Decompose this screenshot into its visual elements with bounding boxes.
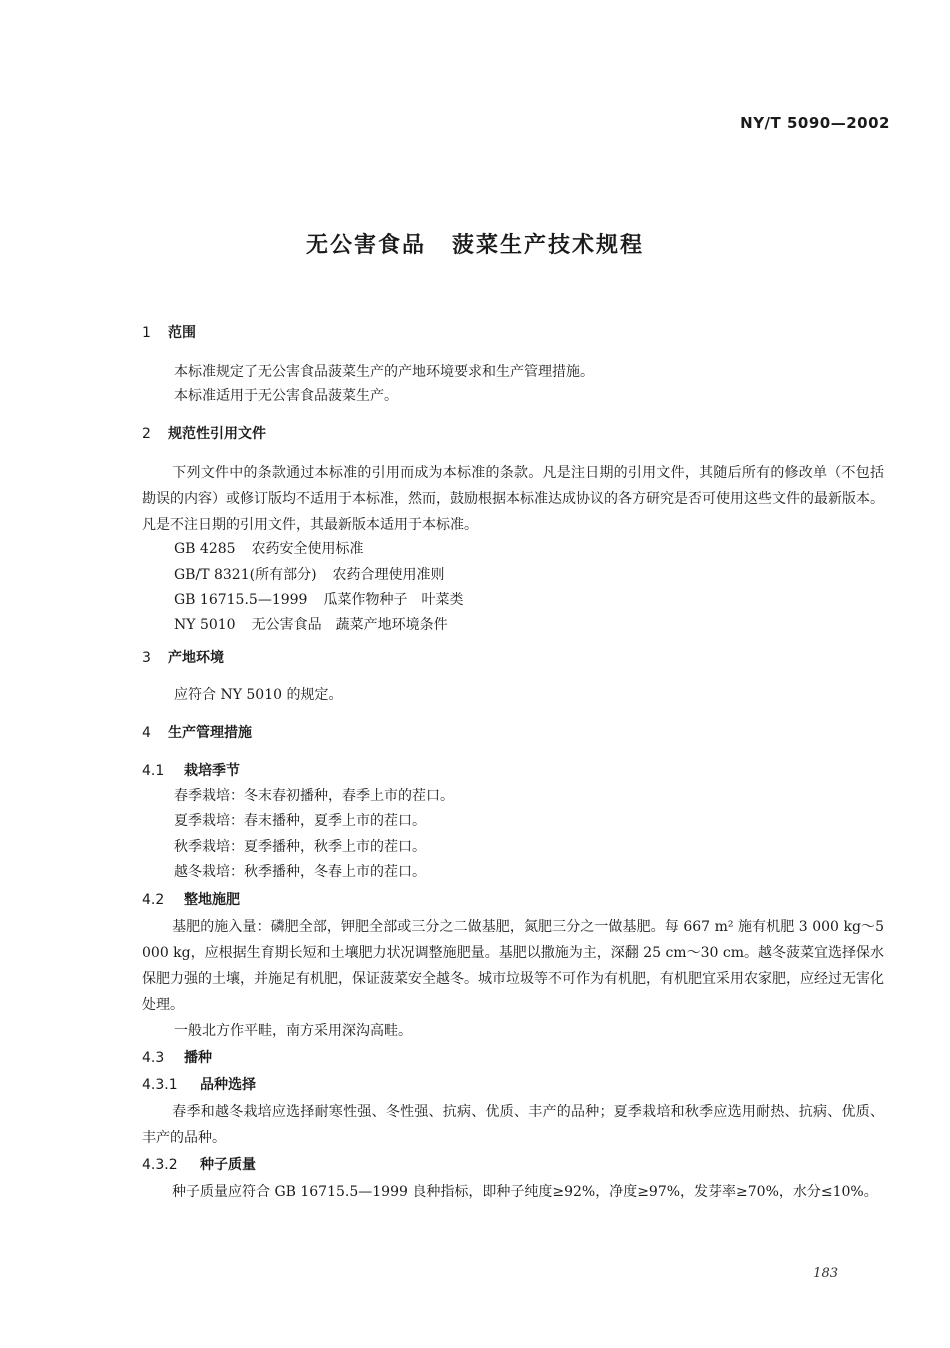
reference-code: GB 16715.5—1999: [174, 592, 308, 608]
section-4-2-paragraph-1: [142, 914, 884, 1018]
section-number: 4.2: [142, 892, 165, 908]
paragraph-text: 基肥的施入量：磷肥全部，钾肥全部或三分之二做基肥，氮肥三分之一做基肥。每 667 m² 施有机肥 3 000 kg～5 000 kg，应根据生育期长短和土壤肥力状况调整施肥量。基肥以撒施为主，深翻 25 cm～30 cm。越冬菠菜宜选择保水保肥力强的土壤，并施足有机肥，保证菠菜安全越冬。城市垃圾等不可作为有机肥，有机肥宜采用农家肥，应经过无害化处理。: [142, 919, 884, 1013]
paragraph-text: 春季和越冬栽培应选择耐寒性强、冬性强、抗病、优质、丰产的品种；夏季栽培和秋季应选用耐热、抗病、优质、丰产的品种。: [142, 1104, 884, 1146]
title-part-2: 菠菜生产技术规程: [452, 233, 645, 258]
section-number: 1: [142, 325, 151, 341]
reference-name: 无公害食品 蔬菜产地环境条件: [251, 617, 448, 633]
season-line-1: 春季栽培：冬末春初播种，春季上市的茬口。: [174, 788, 454, 804]
section-4-2-heading: [142, 889, 240, 909]
section-3-text: 应符合 NY 5010 的规定。: [174, 687, 343, 703]
section-number: 4.1: [142, 763, 165, 779]
section-title: 种子质量: [200, 1157, 256, 1173]
season-line-2: 夏季栽培：春末播种，夏季上市的茬口。: [174, 813, 426, 829]
title-part-1: 无公害食品: [305, 233, 426, 258]
section-4-3-heading: [142, 1047, 212, 1067]
section-title: 品种选择: [200, 1077, 256, 1093]
section-2-paragraph: [142, 460, 884, 538]
reference-name: 农药安全使用标准: [251, 541, 364, 557]
reference-code: GB/T 8321(所有部分): [174, 567, 317, 583]
season-line-4: 越冬栽培：秋季播种，冬春上市的茬口。: [174, 864, 426, 880]
reference-item: [174, 614, 448, 634]
section-title: 规范性引用文件: [168, 426, 266, 442]
reference-code: NY 5010: [174, 617, 236, 633]
section-4-3-1-heading: [142, 1074, 256, 1094]
reference-item: [174, 589, 463, 609]
section-number: 4: [142, 725, 151, 741]
reference-item: [174, 564, 445, 584]
section-1-line-1: 本标准规定了无公害食品菠菜生产的产地环境要求和生产管理措施。: [174, 364, 594, 380]
paragraph-text: 下列文件中的条款通过本标准的引用而成为本标准的条款。凡是注日期的引用文件，其随后所有的修改单（不包括勘误的内容）或修订版均不适用于本标准，然而，鼓励根据本标准达成协议的各方研究是否可使用这些文件的最新版本。凡是不注日期的引用文件，其最新版本适用于本标准。: [142, 465, 884, 533]
section-4-2-paragraph-2: 一般北方作平畦，南方采用深沟高畦。: [174, 1023, 412, 1039]
section-number: 4.3.1: [142, 1077, 178, 1093]
reference-name: 农药合理使用准则: [332, 567, 445, 583]
section-title: 产地环境: [168, 650, 224, 666]
section-title: 栽培季节: [184, 763, 240, 779]
section-title: 范围: [168, 325, 196, 341]
reference-name: 瓜菜作物种子 叶菜类: [323, 592, 464, 608]
section-number: 2: [142, 426, 151, 442]
section-number: 4.3.2: [142, 1157, 178, 1173]
section-title: 播种: [184, 1050, 212, 1066]
section-3-heading: [142, 647, 224, 667]
section-4-3-2-paragraph: [142, 1179, 884, 1205]
section-4-heading: [142, 722, 252, 742]
section-number: 3: [142, 650, 151, 666]
section-4-3-1-paragraph: [142, 1099, 884, 1151]
section-2-heading: [142, 423, 266, 443]
season-line-3: 秋季栽培：夏季播种，秋季上市的茬口。: [174, 839, 426, 855]
section-title: 生产管理措施: [168, 725, 252, 741]
section-4-1-heading: [142, 760, 240, 780]
document-title: [0, 228, 950, 259]
paragraph-text: 种子质量应符合 GB 16715.5—1999 良种指标，即种子纯度≥92%，净度≥97%，发芽率≥70%，水分≤10%。: [172, 1184, 878, 1200]
section-1-line-2: 本标准适用于无公害食品菠菜生产。: [174, 388, 398, 404]
section-1-heading: [142, 322, 196, 342]
reference-item: [174, 538, 364, 558]
section-title: 整地施肥: [184, 892, 240, 908]
standard-number: NY/T 5090—2002: [740, 114, 890, 132]
page-number: 183: [813, 1266, 838, 1281]
section-4-3-2-heading: [142, 1154, 256, 1174]
section-number: 4.3: [142, 1050, 165, 1066]
reference-code: GB 4285: [174, 541, 236, 557]
